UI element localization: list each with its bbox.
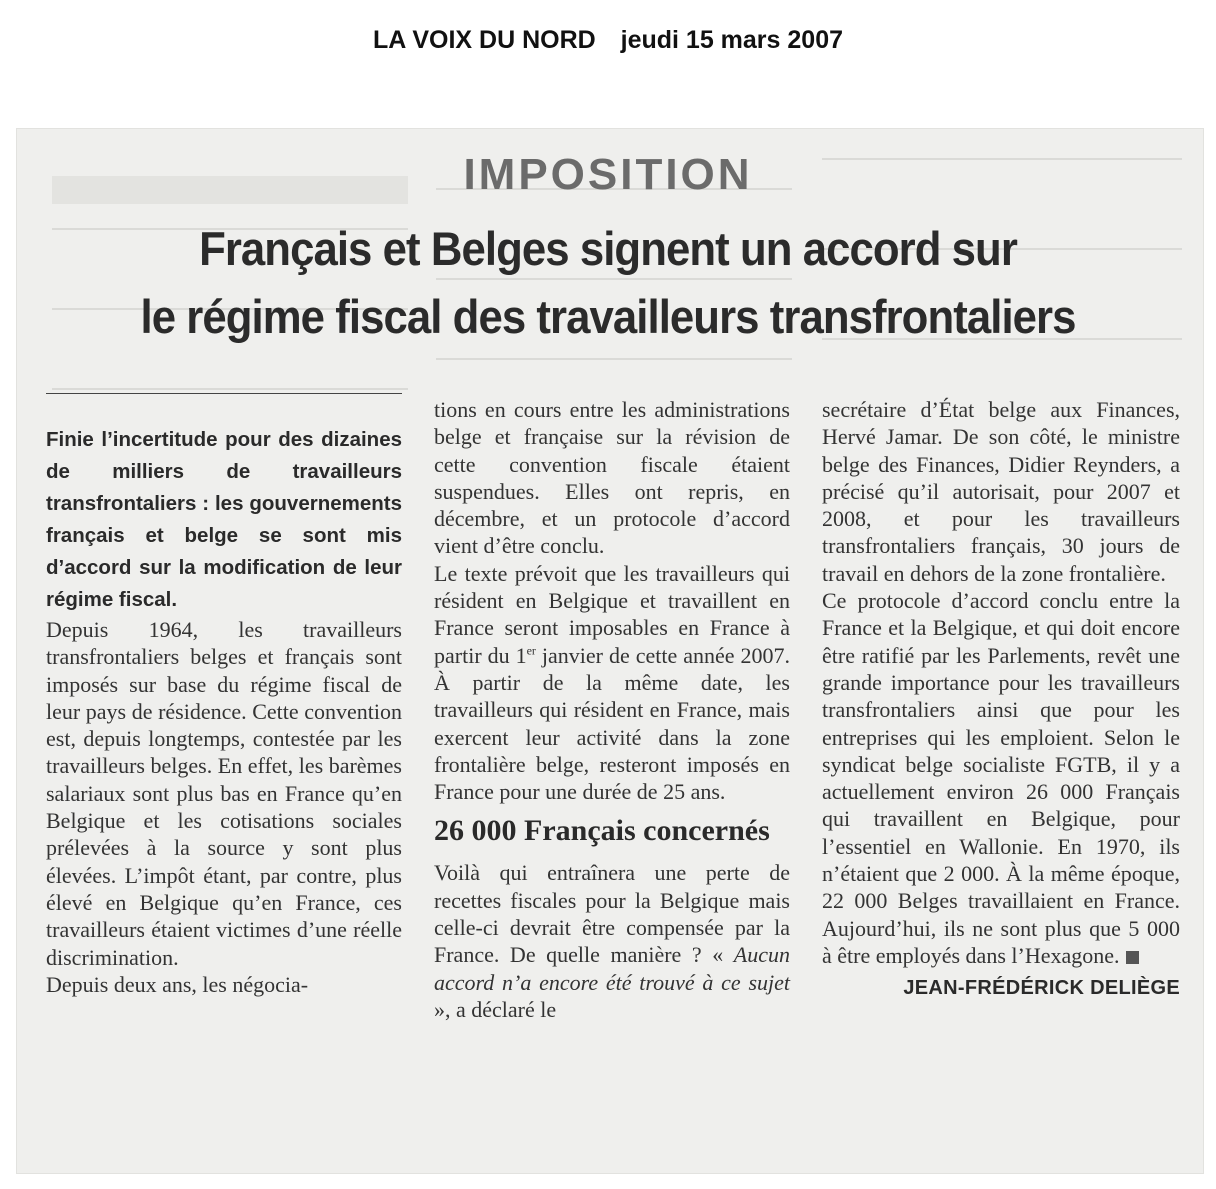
column-2: [434, 396, 790, 1023]
body-text: janvier de cette année 2007. À partir de la même date, les travailleurs qui résident en France, mais exercent leur activité dans la zone frontalière belge, resteront imposés en France pour une durée de 25 ans.: [434, 642, 790, 805]
body-paragraph: [434, 560, 790, 806]
headline-line-1: Français et Belges signent un accord sur: [199, 222, 1017, 275]
end-of-article-mark: [1126, 951, 1139, 964]
bleed-through-line: [436, 358, 792, 360]
body-text: Le texte prévoit que les travailleurs qui résident en Belgique et travaillent en France seront imposables en France à partir du 1: [434, 560, 790, 668]
body-text: Voilà qui entraînera une perte de recettes fiscales pour la Belgique mais celle-ci devrait être compensée par la France. De quelle manière ? «: [434, 860, 790, 968]
article-byline: JEAN-FRÉDÉRICK DELIÈGE: [903, 977, 1180, 1000]
headline-line-2: le régime fiscal des travailleurs transfrontaliers: [140, 290, 1076, 343]
chapeau-rule: [46, 393, 402, 394]
newspaper-name: LA VOIX DU NORD: [372, 26, 596, 54]
quotation: Aucun accord n’a encore été trouvé à ce sujet: [434, 942, 790, 995]
column-3: [822, 396, 1180, 1003]
body-paragraph: [434, 859, 790, 1023]
article-subheading: 26 000 Français concernés: [434, 814, 770, 848]
body-text: Ce protocole d’accord conclu entre la France et la Belgique, et qui doit encore être ratifié par les Parlements, revêt une grande importance pour les travailleurs transfrontaliers ainsi que pour les entreprises qui les emploient. Selon le syndicat belge socialiste FGTB, il y a actuellement environ 26 000 Français qui travaillent en Belgique, pour l’essentiel en Wallonie. En 1970, ils n’étaient que 2 000. À la même époque, 22 000 Belges travaillaient en France. Aujourd’hui, ils ne sont plus que 5 000 à être employés dans l’Hexagone.: [822, 588, 1180, 968]
body-paragraph: Depuis 1964, les travailleurs transfrontaliers belges et français sont imposés sur base du régime fiscal de leur pays de résidence. Cette convention est, depuis longtemps, contestée par les travailleurs belges. En effet, les barèmes salariaux sont plus bas en France qu’en Belgique et les cotisations sociales prélevées à la source y sont plus élevées. L’impôt étant, par contre, plus élevé en Belgique qu’en France, ces travailleurs étaient victimes d’une réelle discrimination.: [46, 617, 402, 970]
article-headline: [61, 215, 1155, 351]
masthead: [0, 26, 1216, 55]
body-paragraph: tions en cours entre les administrations belge et française sur la révision de cette convention fiscale étaient suspendues. Elles ont repris, en décembre, et un protocole d’accord vient d’être conclu.: [434, 397, 790, 559]
body-paragraph: secrétaire d’État belge aux Finances, Hervé Jamar. De son côté, le ministre belge des Finances, Didier Reynders, a précisé qu’il autorisait, pour 2007 et 2008, et pour les travailleurs transfrontaliers français, 30 jours de travail en dehors de la zone frontalière.: [822, 397, 1180, 586]
body-paragraph: Depuis deux ans, les négocia-: [46, 971, 309, 997]
body-text: », a déclaré le: [434, 996, 557, 1022]
article-chapeau: Finie l’incertitude pour des dizaines de milliers de travailleurs transfrontaliers : les gouvernements français et belge se sont mis d’accord sur la modification de leur régime fiscal.: [46, 428, 402, 611]
body-paragraph: [822, 587, 1180, 969]
column-1: [46, 424, 402, 998]
publication-date: jeudi 15 mars 2007: [620, 26, 844, 54]
bleed-through-line: [52, 388, 408, 390]
article-kicker: IMPOSITION: [463, 150, 753, 199]
ordinal-superscript: er: [526, 643, 536, 658]
